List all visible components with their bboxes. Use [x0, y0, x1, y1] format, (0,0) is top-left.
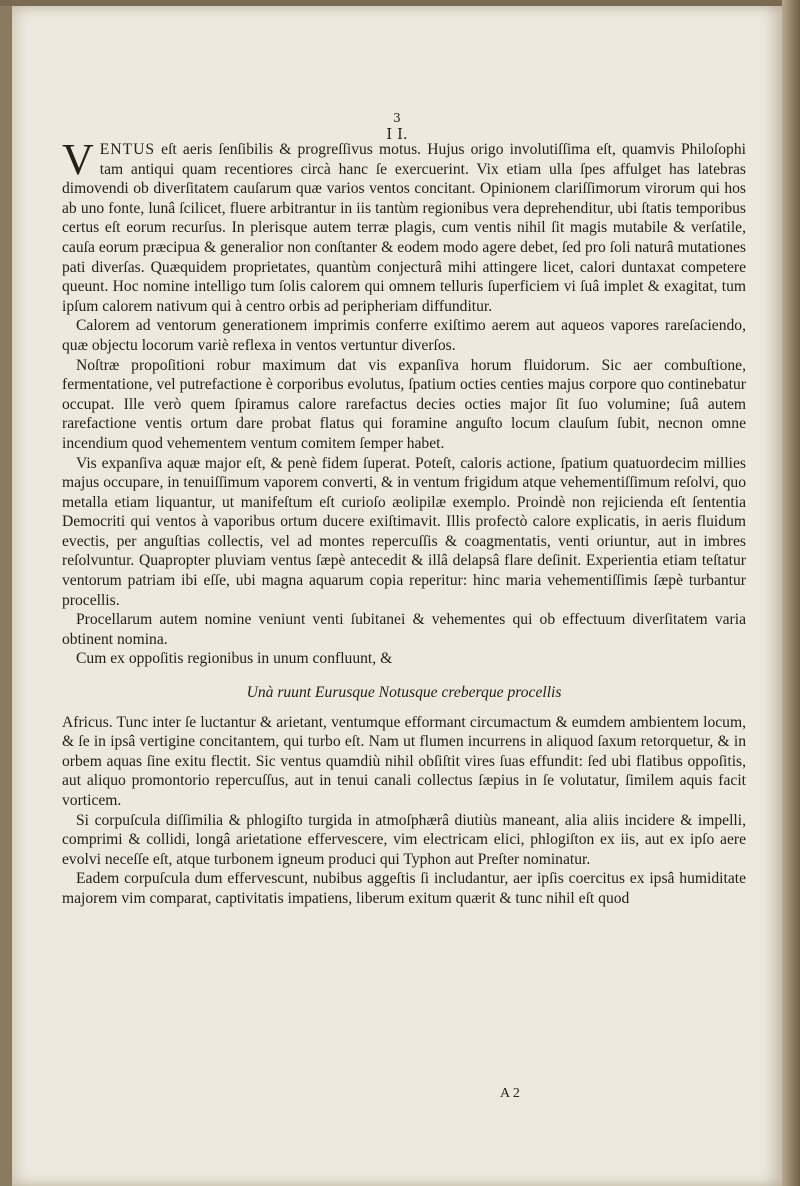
paragraph-5: Procellarum autem nomine veniunt venti ſubitanei & vehementes qui ob effectuum diverſitatem varia obtinent nomina. — [62, 611, 746, 648]
paragraph-3: Noſtræ propoſitioni robur maximum dat vis expanſiva horum fluidorum. Sic aer combuſtione, fermentatione, vel putrefactione è corporibus evolutus, ſpatium octies centies majus corpore quo continebatur occupat. Ille verò quem ſpiramus calore rarefactus decies octies major ſit ſuo volumine; ſuâ autem rarefactione ventis ortum dare probat flatus qui foramine anguſto locum clauſum ſubit, necnon omne incendium quod vehementem ventum comitem ſemper habet. — [62, 356, 746, 452]
paragraph-6: Cum ex oppoſitis regionibus in unum confluunt, & — [76, 650, 393, 668]
page-gutter — [782, 0, 800, 1186]
paragraph-1 — [62, 135, 746, 316]
folio-mark: 3 — [393, 111, 401, 125]
paragraph-2: Calorem ad ventorum generationem imprimis conferre exiſtimo aerem aut aqueos vapores rareſaciendo, quæ objectu locorum variè reflexa in ventos vertuntur diverſos. — [62, 317, 746, 354]
drop-cap: V — [62, 135, 94, 184]
paragraph-4: Vis expanſiva aquæ major eſt, & penè fidem ſuperat. Poteſt, caloris actione, ſpatium quatuordecim millies majus occupare, in tenuiſſimum vaporem converti, & in ventum frigidum atque vehementiſſimum reſolvi, quo metalla etiam liquantur, ut manifeſtum eſt curioſo æolipilæ exemplo. Proindè non rejicienda eſt ſententia Democriti qui ventos à vaporibus ortum ducere exiſtimavit. Illis profectò calore explicatis, in aeris fluidum evectis, per anguſtias collectis, vel ad montes repercuſſis & coagmentatis, venti oriuntur, aut in imbres reſolvuntur. Quapropter pluviam ventus ſæpè antecedit & illâ delapsâ flare deſinit. Experientia etiam teſtatur ventorum patriam ibi eſſe, ubi magna aquarum copia reperitur: hinc maria vehementiſſimis ſæpè turbantur procellis. — [62, 454, 746, 609]
catchword: A 2 — [500, 1086, 520, 1101]
paragraph-text: eſt aeris ſenſibilis & progreſſivus motus. Hujus origo involutiſſima eſt, quamvis Philoſophi tam antiqui quam recentiores circà hanc ſe exercuerint. Vix etiam ulla ſpes affulget has latebras dimovendi ob diverſitatem cauſarum quæ varios ventos concitant. Opinionem clariſſimorum virorum qui hos ab uno fonte, lunâ ſcilicet, fluere arbitrantur in iis tantùm regionibus vera deprehenditur, ubi ſtatis temporibus certus eſt eorum recurſus. In plerisque autem terræ plagis, cum ventis nihil ſit magis mutabile & verſatile, cauſa eorum præcipua & generalior non conſtanter & eodem modo agere debet, ſed pro ſoli naturâ mutationes pati diverſas. Quæquidem proprietates, quantùm conjecturâ mihi attingere licet, calori duntaxat competere queunt. Hoc nomine intelligo tum ſolis calorem qui omnem telluris ſuperficiem vi ſuâ implet & exagitat, tum ipſum calorem nativum qui à centro orbis ad peripheriam diffunditur. — [62, 141, 746, 315]
verse-quote: Unà ruunt Eurusque Notusque creberque procellis — [246, 684, 562, 702]
folio-number: I I. — [386, 125, 408, 143]
paragraph-7: Africus. Tunc inter ſe luctantur & arietant, ventumque efformant circumactum & eumdem ambientem locum, & ſe in ipsâ vertigine concitantem, qui turbo eſt. Nam ut flumen incurrens in aliquod ſaxum retorquetur, & in orbem aquas ſine exitu flectit. Sic ventus quamdiù nihil obſiſtit vires ſuas effundit: ſed ubi flatibus oppoſitis, aut aliquo promontorio repercuſſus, aut in tenui canali collectus ſæpius in ſe volutatur, ſimilem aquis facit vorticem. — [62, 713, 746, 809]
page-folio — [12, 110, 782, 142]
main-text — [62, 135, 746, 909]
first-word: ENTUS — [99, 141, 156, 158]
paragraph-8: Si corpuſcula diſſimilia & phlogiſto turgida in atmoſphærâ diutiùs maneant, alia aliis incidere & impelli, comprimi & collidi, longâ arietatione effervescere, vim electricam elici, phlogiſton ex iis, aut ex ipſo aere evolvi neceſſe eſt, atque turbonem igneum produci qui Typhon aut Preſter nominatur. — [62, 811, 746, 868]
paragraph-9: Eadem corpuſcula dum effervescunt, nubibus aggeſtis ſi includantur, aer ipſis coercitus ex ipsâ humiditate majorem vim comparat, captivitatis impatiens, liberum exitum quærit & tunc nihil eſt quod — [62, 870, 746, 907]
